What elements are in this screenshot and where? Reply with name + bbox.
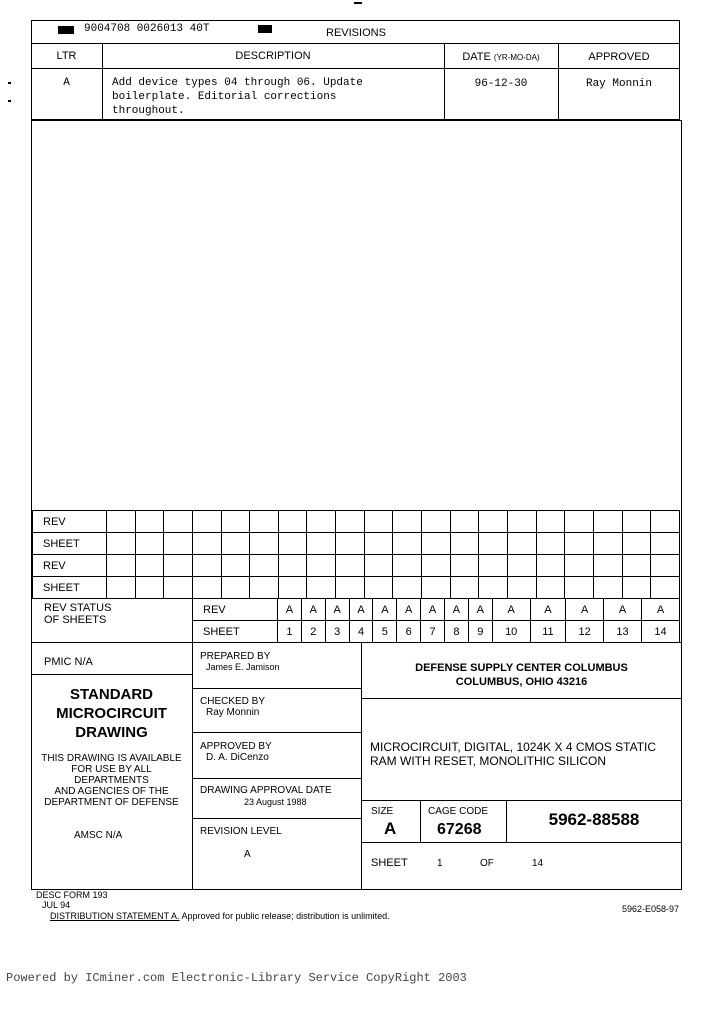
checked-label: CHECKED BY bbox=[200, 696, 266, 707]
col-date bbox=[444, 51, 558, 63]
col-description: DESCRIPTION bbox=[235, 50, 311, 62]
sheet-cell: 14 bbox=[641, 621, 679, 643]
barcode-text: 9004708 0026013 40T bbox=[84, 23, 210, 35]
doc-code: 5962-E058-97 bbox=[622, 904, 680, 914]
revisions-title: REVISIONS bbox=[326, 27, 386, 39]
size-value: A bbox=[384, 819, 397, 838]
agency-address: COLUMBUS, OHIO 43216 bbox=[455, 676, 588, 688]
approved-label: APPROVED BY bbox=[200, 741, 272, 752]
approval-date-label: DRAWING APPROVAL DATE bbox=[200, 785, 332, 796]
rev-date: 96-12-30 bbox=[474, 78, 528, 90]
drawing-title: DRAWING bbox=[75, 724, 148, 741]
rev-cell: A bbox=[492, 599, 530, 621]
rev-status-grid bbox=[192, 598, 680, 643]
desc-form-date: JUL 94 bbox=[42, 900, 71, 910]
amsc: AMSC N/A bbox=[74, 830, 123, 841]
size-label: SIZE bbox=[371, 806, 394, 817]
distribution-label: DISTRIBUTION STATEMENT A. bbox=[50, 911, 180, 921]
rev-desc-line2: boilerplate. Editorial corrections bbox=[112, 91, 337, 103]
margin-dot-2 bbox=[8, 100, 11, 102]
revision-level: A bbox=[244, 849, 251, 860]
rev-status-rev-label: REV bbox=[193, 599, 278, 621]
drawing-title-line2: RAM WITH RESET, MONOLITHIC SILICON bbox=[370, 754, 607, 768]
sheet-cell: 12 bbox=[566, 621, 604, 643]
approval-date: 23 August 1988 bbox=[244, 797, 307, 807]
sheet-cell: 11 bbox=[530, 621, 566, 643]
rev-status-title-2: OF SHEETS bbox=[44, 614, 107, 626]
sheet-cell: 9 bbox=[468, 621, 492, 643]
rev-sheet-grid bbox=[32, 510, 680, 599]
barcode-left-block bbox=[58, 26, 74, 34]
cage-label: CAGE CODE bbox=[428, 806, 489, 817]
rev-status-sheet-label: SHEET bbox=[193, 621, 278, 643]
col-approved: APPROVED bbox=[588, 51, 650, 63]
rev-cell: A bbox=[397, 599, 421, 621]
of-label: OF bbox=[480, 858, 494, 869]
distribution-text: Approved for public release; distribution is unlimited. bbox=[181, 911, 390, 921]
sheet-cell: 1 bbox=[278, 621, 302, 643]
sheet-cell: 2 bbox=[301, 621, 325, 643]
rev-status-title-1: REV STATUS bbox=[44, 602, 112, 614]
avail-line-5: DEPARTMENT OF DEFENSE bbox=[44, 797, 179, 808]
rev-cell: A bbox=[468, 599, 492, 621]
sheet-cell: 7 bbox=[421, 621, 445, 643]
drawing-title-line1: MICROCIRCUIT, DIGITAL, 1024K X 4 CMOS STATIC bbox=[370, 740, 657, 754]
prepared-name: James E. Jamison bbox=[206, 662, 280, 672]
sheet-cell: 4 bbox=[349, 621, 373, 643]
rev-desc-line1: Add device types 04 through 06. Update bbox=[112, 77, 363, 89]
rev-cell: A bbox=[530, 599, 566, 621]
rev-cell: A bbox=[604, 599, 642, 621]
dwg-number: 5962-88588 bbox=[548, 810, 640, 829]
sheet-row-label: SHEET bbox=[33, 533, 107, 555]
powered-by: Powered by ICminer.com Electronic-Library Service CopyRight 2003 bbox=[6, 971, 467, 985]
agency-name: DEFENSE SUPPLY CENTER COLUMBUS bbox=[415, 662, 628, 674]
pmic: PMIC N/A bbox=[44, 656, 93, 668]
microcircuit-title: MICROCIRCUIT bbox=[56, 705, 167, 722]
desc-form: DESC FORM 193 bbox=[36, 890, 108, 900]
rev-cell: A bbox=[278, 599, 302, 621]
sheet-number: 1 bbox=[437, 858, 443, 869]
rev-row-label: REV bbox=[33, 555, 107, 577]
margin-dot-1 bbox=[8, 82, 11, 84]
col-date-format: (YR-MO-DA) bbox=[493, 53, 540, 62]
sheet-cell: 13 bbox=[604, 621, 642, 643]
sheet-cell: 5 bbox=[373, 621, 397, 643]
avail-line-2: FOR USE BY ALL bbox=[71, 764, 152, 775]
rev-cell: A bbox=[566, 599, 604, 621]
revision-level-label: REVISION LEVEL bbox=[200, 826, 282, 837]
scan-mark bbox=[354, 2, 362, 4]
barcode-right-block bbox=[258, 25, 272, 33]
col-date-label: DATE bbox=[462, 51, 491, 63]
avail-line-3: DEPARTMENTS bbox=[74, 775, 149, 786]
rev-row-label: REV bbox=[33, 511, 107, 533]
approved-name: D. A. DiCenzo bbox=[206, 752, 269, 763]
rev-approved: Ray Monnin bbox=[585, 78, 652, 90]
sheet-label: SHEET bbox=[371, 857, 408, 869]
sheet-cell: 6 bbox=[397, 621, 421, 643]
rev-cell: A bbox=[301, 599, 325, 621]
distribution-statement bbox=[50, 911, 390, 921]
rev-cell: A bbox=[373, 599, 397, 621]
rev-cell: A bbox=[641, 599, 679, 621]
rev-desc-line3: throughout. bbox=[112, 105, 185, 117]
prepared-label: PREPARED BY bbox=[200, 651, 271, 662]
sheet-cell: 8 bbox=[445, 621, 469, 643]
rev-cell: A bbox=[421, 599, 445, 621]
col-ltr: LTR bbox=[56, 50, 77, 62]
rev-cell: A bbox=[445, 599, 469, 621]
avail-line-4: AND AGENCIES OF THE bbox=[54, 786, 169, 797]
standard-title: STANDARD bbox=[69, 686, 154, 703]
sheet-cell: 3 bbox=[325, 621, 349, 643]
checked-name: Ray Monnin bbox=[206, 707, 260, 718]
cage-value: 67268 bbox=[437, 821, 482, 838]
rev-ltr: A bbox=[63, 77, 70, 89]
rev-cell: A bbox=[325, 599, 349, 621]
sheet-row-label: SHEET bbox=[33, 577, 107, 599]
sheet-cell: 10 bbox=[492, 621, 530, 643]
sheet-total: 14 bbox=[532, 858, 544, 869]
avail-line-1: THIS DRAWING IS AVAILABLE bbox=[41, 753, 182, 764]
rev-cell: A bbox=[349, 599, 373, 621]
